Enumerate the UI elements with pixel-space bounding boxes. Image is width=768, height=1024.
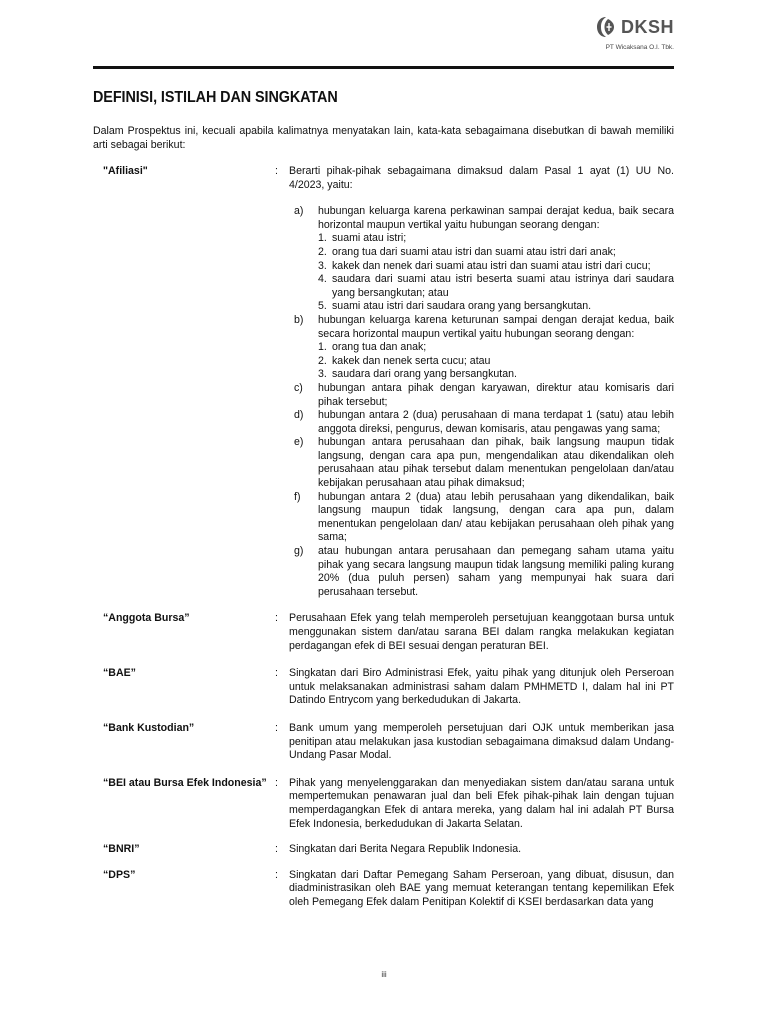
definition-row: [93, 722, 674, 763]
subitem-body: [318, 382, 674, 409]
numbered-item: [318, 232, 674, 246]
definition-description: [289, 843, 674, 857]
numbered-item: [318, 246, 674, 260]
definition-colon: :: [275, 721, 278, 734]
dksh-mark-icon: [596, 16, 616, 38]
subitem-text: hubungan keluarga karena perkawinan sampai derajat kedua, baik secara horizontal maupun vertikal yaitu hubungan seorang dengan:: [318, 205, 674, 231]
definition-description: [289, 612, 674, 653]
definition-colon: :: [275, 843, 278, 856]
definition-colon: :: [275, 776, 278, 789]
definition-text: Perusahaan Efek yang telah memperoleh persetujuan keanggotaan bursa untuk menggunakan sistem dan/atau sarana BEI dalam rangka melakukan kegiatan perdagangan efek di BEI sesuai dengan peraturan BEI.: [289, 612, 674, 652]
numbered-item-text: orang tua dan anak;: [332, 341, 427, 354]
definitions-list: [93, 165, 674, 910]
subitem-letter: g): [294, 545, 304, 558]
numbered-item-text: suami atau istri;: [332, 232, 407, 245]
numbered-item-text: orang tua dari suami atau istri dan suami atau istri dari anak;: [332, 245, 616, 258]
subitem-body: [318, 491, 674, 545]
definition-colon: :: [275, 612, 278, 625]
definition-description: [289, 777, 674, 831]
subitem-text: atau hubungan antara perusahaan dan pemegang saham utama yaitu pihak yang secara langsung maupun tidak langsung memiliki paling kurang 20% (dua puluh persen) saham yang mempunyai hak suara dari perusahaan tersebut.: [318, 545, 674, 598]
numbered-item: [318, 341, 674, 355]
definition-row: [93, 869, 674, 910]
definition-colon: :: [275, 165, 278, 177]
definition-text: Berarti pihak-pihak sebagaimana dimaksud dalam Pasal 1 ayat (1) UU No. 4/2023, yaitu:: [289, 165, 674, 191]
header-rule: [93, 66, 674, 69]
page-number: iii: [381, 970, 387, 979]
numbered-item: [318, 273, 674, 300]
definition-subitem: [289, 491, 674, 545]
definition-text: Singkatan dari Daftar Pemegang Saham Perseroan, yang dibuat, disusun, dan diadministrasikan oleh BAE yang memuat keterangan tentang kepemilikan Efek oleh Pemegang Efek dalam Penitipan Kolektif di KSEI berdasarkan data yang: [289, 868, 674, 908]
definition-row: [93, 667, 674, 708]
company-name: PT Wicaksana O.I. Tbk.: [605, 44, 674, 51]
definition-term: “DPS”: [103, 868, 136, 881]
definition-row: [93, 165, 674, 599]
company-logo: [544, 16, 674, 51]
numbered-item: [318, 368, 674, 382]
subitem-body: [318, 409, 674, 436]
subitem-letter: d): [294, 409, 304, 422]
page-title: DEFINISI, ISTILAH DAN SINGKATAN: [93, 89, 338, 106]
definition-subitem: [289, 436, 674, 490]
numbered-item-number: 1.: [318, 232, 327, 245]
definition-subitem: [289, 205, 674, 314]
definition-term: “BNRI”: [103, 843, 140, 856]
definition-text: Singkatan dari Berita Negara Republik Indonesia.: [289, 843, 522, 856]
numbered-item-number: 2.: [318, 354, 327, 367]
numbered-item-number: 1.: [318, 341, 327, 354]
numbered-item: [318, 260, 674, 274]
logo-text: DKSH: [620, 16, 674, 37]
definition-row: [93, 777, 674, 831]
definition-text: Bank umum yang memperoleh persetujuan dari OJK untuk memberikan jasa penitipan atau melakukan jasa kustodian sebagaimana dimaksud dalam Undang-Undang Pasar Modal.: [289, 721, 674, 762]
definition-subitem: [289, 382, 674, 409]
numbered-item-text: saudara dari orang yang bersangkutan.: [332, 368, 517, 381]
subitem-letter: e): [294, 436, 304, 449]
subitem-text: hubungan antara perusahaan dan pihak, baik langsung maupun tidak langsung, dengan cara apa pun, mengendalikan atau dikendalikan oleh perusahaan atau pihak tersebut dalam menentukan pengelolaan dan/atau kebijakan perusahaan atau pihak dimaksud;: [318, 436, 674, 490]
subitem-text: hubungan antara pihak dengan karyawan, direktur atau komisaris dari pihak tersebut;: [318, 381, 674, 408]
numbered-item-text: suami atau istri dari saudara orang yang bersangkutan.: [332, 300, 592, 313]
definition-subitem: [289, 545, 674, 599]
definition-colon: :: [275, 667, 278, 680]
numbered-item-number: 3.: [318, 259, 327, 272]
definition-term: "Afiliasi": [103, 165, 148, 177]
definition-colon: :: [275, 868, 278, 881]
definition-subitem: [289, 314, 674, 382]
numbered-item-number: 3.: [318, 368, 327, 381]
subitem-body: [318, 205, 674, 314]
numbered-item-number: 4.: [318, 273, 327, 286]
intro-paragraph: Dalam Prospektus ini, kecuali apabila kalimatnya menyatakan lain, kata-kata sebagaimana disebutkan di bawah memiliki arti sebagai berikut:: [93, 125, 674, 151]
definition-term: “BEI atau Bursa Efek Indonesia”: [103, 776, 267, 789]
numbered-item-text: kakek dan nenek serta cucu; atau: [332, 354, 491, 367]
numbered-item-text: kakek dan nenek dari suami atau istri dan suami atau istri dari cucu;: [332, 259, 651, 272]
subitem-letter: b): [294, 313, 304, 326]
numbered-item-text: saudara dari suami atau istri beserta suami atau istrinya dari saudara yang bersangkutan; atau: [332, 273, 674, 299]
definition-term: “BAE”: [103, 667, 136, 680]
subitem-letter: c): [294, 381, 303, 394]
subitem-letter: a): [294, 205, 304, 218]
subitem-text: hubungan keluarga karena keturunan sampai dengan derajat kedua, baik secara horizontal maupun vertikal yaitu hubungan seorang dengan:: [318, 313, 674, 340]
definition-row: [93, 612, 674, 653]
numbered-item-number: 5.: [318, 300, 327, 313]
definition-description: [289, 165, 674, 599]
subitem-letter: f): [294, 490, 301, 503]
subitem-body: [318, 314, 674, 382]
definition-term: “Anggota Bursa”: [103, 612, 190, 625]
subitem-text: hubungan antara 2 (dua) perusahaan di mana terdapat 1 (satu) atau lebih anggota direksi, pengurus, dewan komisaris, atau pengawas yang sama;: [318, 409, 674, 435]
definition-subitem: [289, 409, 674, 436]
definition-row: [93, 843, 674, 857]
definition-text: Singkatan dari Biro Administrasi Efek, yaitu pihak yang ditunjuk oleh Perseroan untuk melaksanakan administrasi saham dalam PMHMETD I, dalam hal ini PT Datindo Entrycom yang berkedudukan di Jakarta.: [289, 667, 674, 707]
definition-description: [289, 667, 674, 708]
numbered-item: [318, 355, 674, 369]
subitem-text: hubungan antara 2 (dua) atau lebih perusahaan yang dikendalikan, baik langsung maupun tidak langsung, dengan cara apa pun, dalam menentukan pengelolaan dan/ atau kebijakan perusahaan oleh pihak yang sama;: [318, 490, 674, 544]
definition-text: Pihak yang menyelenggarakan dan menyediakan sistem dan/atau sarana untuk mempertemukan penawaran jual dan beli Efek pihak-pihak lain dengan tujuan memperdagangkan Efek di antara mereka, yang dalam hal ini adalah PT Bursa Efek Indonesia, berkedudukan di Jakarta Selatan.: [289, 776, 674, 830]
definition-description: [289, 869, 674, 910]
definition-description: [289, 722, 674, 763]
numbered-item: [318, 300, 674, 314]
definition-term: “Bank Kustodian”: [103, 721, 195, 734]
subitem-body: [318, 545, 674, 599]
numbered-item-number: 2.: [318, 245, 327, 258]
subitem-body: [318, 436, 674, 490]
